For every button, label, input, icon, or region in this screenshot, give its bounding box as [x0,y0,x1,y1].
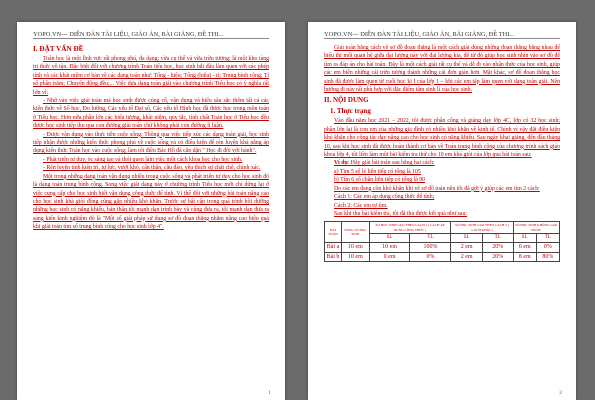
table-row [325,243,560,252]
section-heading: II. NỘI DUNG [324,96,369,105]
example-line [324,159,560,167]
paragraph: - Được vận dụng vào thực tiễn cuộc sống: Thông qua việc tiếp xúc các dạng toán giải, học sinh tiếp nhận được những kiến thức phong phú về cuộc sống và có điều kiện để rèn luyện khả năng áp dụng kiến thức Toán học vào cuộc sống; làm tốt điều Bác Hồ đã căn dặn " Học đi đôi với hành". [33,131,269,155]
list-item: b) Tìm 6 số chẵn liên tiếp có tổng là 90 [334,177,426,184]
table-cell: 10 em [341,243,369,252]
results-table [324,221,560,262]
paragraph: Giải toán bằng cách vẽ sơ đồ đoạn thẳng là một cách giải dùng những đoạn thẳng bằng nhau để biểu thị mối quan hệ giữa đại lượng này với đại lượng kia, để từ đó giúp học sinh nhìn vào sơ đồ để tìm ra đáp án cho bài toán. Đây là một cách giải rất cụ thể và dễ đi vào nhận thức của học sinh, giúp các em biến những cái trừu tượng thành những cái đơn giản hơn. Mặt khác, sơ đồ đoạn thẳng học sinh đã được làm quen từ cuối học kì I của lớp 1 – khi các em tập làm quen với dạng toán giải. Nên hướng đi này rất phù hợp với đặc điểm tâm sinh lí của học sinh. [324,45,560,94]
document-page-1 [17,22,285,400]
document-page-2 [308,22,576,400]
table-cell: 80% [536,252,559,261]
table-subheader: TL [482,233,513,242]
table-header: SỐ HỌC SINH GIẢI THEO CÁCH 1 ( CÁCH ÁP DỤNG CÔNG THỨC ) [369,222,451,233]
table-subheader: SL [369,233,410,242]
table-header: SỐ HỌC SINH GIẢI THEO CÁCH 2 ( CÁCH KHÁC) [451,222,513,233]
table-cell: 10 em [341,252,369,261]
paragraph: - Rèn luyện tính kiên trì, tự lực, vượt khó, cẩn thận, cầu đáo, yêu thích sự chặt chẽ, chính xác. [43,165,261,172]
table-cell: 20% [482,252,513,261]
paragraph: - Nhờ vào việc giải toán mà học sinh được củng cố, vận dụng và hiểu sâu sắc thêm tất cả các kiến thức về Số học, Đo lường, Các yếu tố Đại số, Các yếu tố Hình học đã được học trong môn toán ở Tiểu học. Hơn nữa phần lớn các biểu tượng, khái niệm, quy tắc, tính chất Toán học ở Tiểu học đều được học sinh tiếp thu qua con đường giải toán chứ không phải con đường lí luận. [33,98,269,130]
list-item: a) Tìm 5 số lẻ liên tiếp có tổng là 105 [334,168,421,175]
page-header: YOPO.VN--- DIỄN ĐÀN TÀI LIỆU, GIÁO ÁN, BÀI GIẢNG, ĐỀ THI... [33,30,269,39]
table-cell: 0 em [513,243,536,252]
paragraph: Toán học là một lĩnh vực rất phong phú, đa dạng; vừa cụ thể và vừa trừu tượng; là một kho tàng tri thức vô tận. Đặc biệt đối với chương trình Toán tiểu học, học sinh bắt đầu làm quen với các phép tính và các khái niệm cơ bản về các dạng toán như: Tổng - hiệu; Tổng (hiệu) - tỉ; Trung bình cộng; Tỉ số phần trăm; Chuyển động đều;... Việc dựa dạng toán giải vào chương trình Tiểu học có ý nghĩa rất lớn vì: [33,56,269,96]
list-item: Do các em đang còn khó khăn khi vẽ sơ đồ toán nên tôi đã gợi ý giúp các em tìm 2 cách: [334,185,540,192]
table-cell: 0 em [369,252,410,261]
table-cell: 8 em [513,252,536,261]
table-subheader: TL [410,233,451,242]
table-header: TỔNG SỐ HỌC SINH [341,222,369,243]
subsection-heading: 1. Thực trạng [330,107,371,116]
table-cell: 0% [536,243,559,252]
list-item: Sau khi thu bài kiểm tra, tôi đã thu được kết quả như sau: [334,210,467,217]
table-cell: Bài b [325,252,342,261]
table-subheader: SL [513,233,536,242]
example-text: : Hãy giải bài toán sau bằng hai cách: [347,160,435,167]
paragraph: Một trong những dạng toán vận dụng nhiều trong cuộc sống và phát triển tư duy cho học sinh đó là dạng toán trung bình cộng. Song việc giải dạng này ở chương trình Tiểu học mới chỉ dừng lại ở việc cung cấp cho học sinh biết vận dụng công thức để tính. Vì thế đối với những bài toán nâng cao cho học sinh khá giỏi đồng cũng gặp nhiều khó khăn. Trước sự bất cập trong quá trình bồi dưỡng những học sinh có năng khiếu, bản thân tôi mạnh dạn trình bày và cùng đưa ra, tôi mạnh dạn đưa ra sáng kiến kinh nghiệm đó là "Một số giải pháp sử dụng sơ đồ đoạn thẳng nhằm nâng cao hiệu quả khi giải toán tìm số trung bình cộng cho học sinh lớp 4". [33,173,269,231]
table-header-row [325,222,560,233]
table-cell: 0% [410,252,451,261]
table-cell: Bài a [325,243,342,252]
table-cell: 20% [482,243,513,252]
section-heading: I. ĐẶT VẤN ĐỀ [33,45,84,53]
table-row [325,252,560,261]
list-item: Cách 2: Các em tự tìm. [334,202,388,209]
table-cell: 2 em [451,243,482,252]
paragraph: Vào đầu năm học 2021 – 2022, tôi được phân công và giảng dạy lớp 4C, lớp có 32 học sinh; phần lớn lại là con em của những gia đình có nhiều khó khăn về kinh tế. Chính vì vậy đặt điều kiện khó khăn cho công tác dạy nâng cao cho học sinh có năng khiếu. Sau ngày khai giảng, đến đầu tháng 10, sau khi học sinh đã được hoàn thành cơ bản về Toán trung bình cộng của chương trình sách giáo khoa lớp 4, tôi liền làm một bài kiểm tra thử cho 10 em khá giỏi của lớp qua bài toán sau: [324,118,560,159]
page-header: YOPO.VN--- DIỄN ĐÀN TÀI LIỆU, GIÁO ÁN, BÀI GIẢNG, ĐỀ THI... [324,30,560,39]
paragraph: - Phát triển tư duy, óc sáng tạo và thói quen làm việc một cách khoa học cho học sinh. [43,156,243,163]
table-header: SỐ HỌC SINH KHÔNG GIẢI ĐƯỢC [513,222,559,233]
page-number: 1 [268,390,271,396]
table-cell: 10 em [369,243,410,252]
page-number: 2 [559,390,562,396]
table-cell: 100% [410,243,451,252]
list-item: Cách 1: Các em áp dụng công thức để tính; [334,194,435,201]
table-header: BÀI TOÁN [325,222,342,243]
table-subheader: TL [536,233,559,242]
table-cell: 2 em [451,252,482,261]
table-subheader: SL [451,233,482,242]
example-label: Ví dụ [334,160,348,167]
